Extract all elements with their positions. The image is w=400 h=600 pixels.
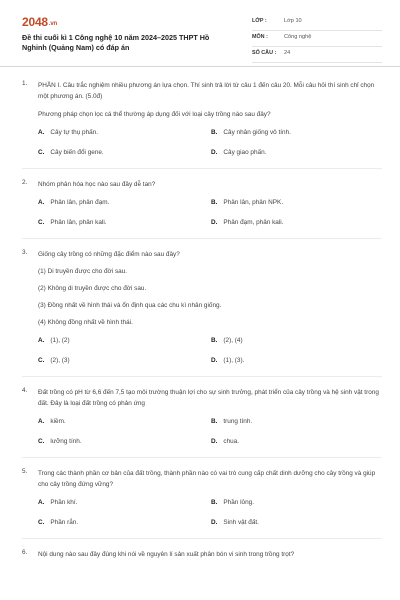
meta-row-class [252, 15, 382, 31]
document-title: Đề thi cuối kì 1 Công nghệ 10 năm 2024–2025 THPT Hồ Nghinh (Quảng Nam) có đáp án [22, 33, 210, 52]
option-letter: D. [211, 519, 218, 526]
divider [22, 457, 382, 458]
meta-row-subject [252, 31, 382, 47]
option-letter: B. [211, 337, 218, 344]
option-d[interactable] [211, 518, 384, 528]
question-3 [0, 249, 400, 366]
meta-panel [252, 15, 382, 63]
option-d[interactable] [211, 356, 384, 366]
option-letter: C. [38, 519, 45, 526]
statement-1: (1) Di truyền được cho đời sau. [38, 268, 128, 275]
question-6 [0, 549, 400, 560]
divider [22, 376, 382, 377]
question-text: PHẦN I. Câu trắc nghiệm nhiều phương án lựa chọn. Thí sinh trả lời từ câu 1 đến câu 20. Mỗi câu hỏi thí sinh chỉ chọn một phương án. (5.0đ) [38, 82, 375, 100]
meta-value: Lớp 10 [284, 18, 302, 24]
option-text: (1), (2) [50, 337, 70, 344]
option-c[interactable] [38, 518, 211, 528]
meta-value: Công nghệ [284, 34, 312, 40]
option-text: Phân lân, phân đạm. [50, 199, 110, 206]
option-letter: D. [211, 219, 218, 226]
logo-suffix: .vn [48, 21, 57, 27]
meta-label: LỚP : [252, 18, 267, 24]
question-number: 4. [22, 387, 28, 394]
divider [22, 168, 382, 169]
option-letter: A. [38, 499, 45, 506]
question-text: Nội dung nào sau đây đúng khi nói về nguyên lí sản xuất phân bón vi sinh trong trồng trọt? [38, 551, 295, 558]
question-number: 2. [22, 179, 28, 186]
option-text: Phân đạm, phân kali. [223, 219, 284, 226]
option-text: Phần lỏng. [223, 499, 254, 506]
option-text: Cây tự thụ phấn. [50, 129, 99, 136]
answer-options [38, 198, 382, 228]
option-c[interactable] [38, 437, 211, 447]
question-prompt: Phương pháp chọn lọc cá thể thường áp dụng đối với loại cây trồng nào sau đây? [38, 111, 271, 118]
option-text: (2), (4) [223, 337, 243, 344]
answer-options [38, 336, 382, 366]
option-letter: D. [211, 149, 218, 156]
option-letter: A. [38, 337, 45, 344]
option-d[interactable] [211, 218, 384, 228]
option-b[interactable] [211, 128, 384, 138]
option-text: Sinh vật đất. [223, 519, 259, 526]
option-d[interactable] [211, 437, 384, 447]
question-text: Giống cây trồng có những đặc điểm nào sau đây? [38, 251, 180, 258]
question-4 [0, 387, 400, 447]
option-text: (2), (3) [50, 357, 70, 364]
question-1 [0, 80, 400, 158]
page-header [0, 0, 400, 67]
option-letter: C. [38, 219, 45, 226]
option-text: Cây biến đổi gene. [50, 149, 104, 156]
question-list [0, 80, 400, 570]
option-letter: A. [38, 129, 45, 136]
option-a[interactable] [38, 128, 211, 138]
option-letter: C. [38, 438, 45, 445]
option-letter: D. [211, 438, 218, 445]
option-text: chua. [223, 438, 240, 445]
option-text: Cây nhân giống vô tính. [223, 129, 291, 136]
question-text: Nhóm phân hóa học nào sau đây dễ tan? [38, 181, 156, 188]
option-letter: D. [211, 357, 218, 364]
option-b[interactable] [211, 498, 384, 508]
option-letter: B. [211, 418, 218, 425]
meta-row-count [252, 47, 382, 63]
meta-value: 24 [284, 50, 291, 56]
option-a[interactable] [38, 417, 211, 427]
option-c[interactable] [38, 218, 211, 228]
logo-main: 2048 [22, 15, 48, 29]
answer-options [38, 417, 382, 447]
option-a[interactable] [38, 336, 211, 346]
question-number: 5. [22, 468, 28, 475]
option-b[interactable] [211, 417, 384, 427]
statement-4: (4) Không đồng nhất về hình thái. [38, 319, 133, 326]
question-number: 1. [22, 80, 28, 87]
option-text: Phân lân, phân kali. [50, 219, 107, 226]
answer-options [38, 498, 382, 528]
option-c[interactable] [38, 356, 211, 366]
option-d[interactable] [211, 148, 384, 158]
option-letter: B. [211, 129, 218, 136]
question-number: 6. [22, 549, 28, 556]
option-a[interactable] [38, 498, 211, 508]
site-logo[interactable] [22, 15, 57, 29]
option-letter: C. [38, 149, 45, 156]
question-2 [0, 179, 400, 228]
option-letter: B. [211, 499, 218, 506]
option-text: (1), (3). [223, 357, 245, 364]
option-text: Phân lân, phân NPK. [223, 199, 284, 206]
option-letter: A. [38, 199, 45, 206]
question-text: Đất trồng có pH từ 6,6 đến 7,5 tạo môi trường thuận lợi cho sự sinh trưởng, phát triển của cây trồng và hệ sinh vật trong đất. Đây là loại đất trồng có phản ứng [38, 389, 379, 407]
meta-label: SỐ CÂU : [252, 50, 277, 56]
divider [22, 238, 382, 239]
option-letter: C. [38, 357, 45, 364]
option-text: Cây giao phấn. [223, 149, 267, 156]
divider [22, 538, 382, 539]
question-number: 3. [22, 249, 28, 256]
option-text: kiềm. [50, 418, 66, 425]
option-text: Phần rắn. [50, 519, 79, 526]
option-c[interactable] [38, 148, 211, 158]
option-b[interactable] [211, 198, 384, 208]
option-letter: B. [211, 199, 218, 206]
meta-label: MÔN : [252, 34, 268, 40]
question-text: Trong các thành phần cơ bản của đất trồng, thành phần nào có vai trò cung cấp chất dinh dưỡng cho cây trồng và giúp cho cây trồng đứng vững? [38, 470, 376, 488]
option-text: trung tính. [223, 418, 253, 425]
option-letter: A. [38, 418, 45, 425]
option-a[interactable] [38, 198, 211, 208]
option-text: Phần khí. [50, 499, 78, 506]
option-b[interactable] [211, 336, 384, 346]
statement-2: (2) Không di truyền được cho đời sau. [38, 285, 147, 292]
option-text: lưỡng tính. [50, 438, 82, 445]
answer-options [38, 128, 382, 158]
statement-3: (3) Đồng nhất về hình thái và ổn định qua các chu kì nhân giống. [38, 302, 222, 309]
question-5 [0, 468, 400, 528]
